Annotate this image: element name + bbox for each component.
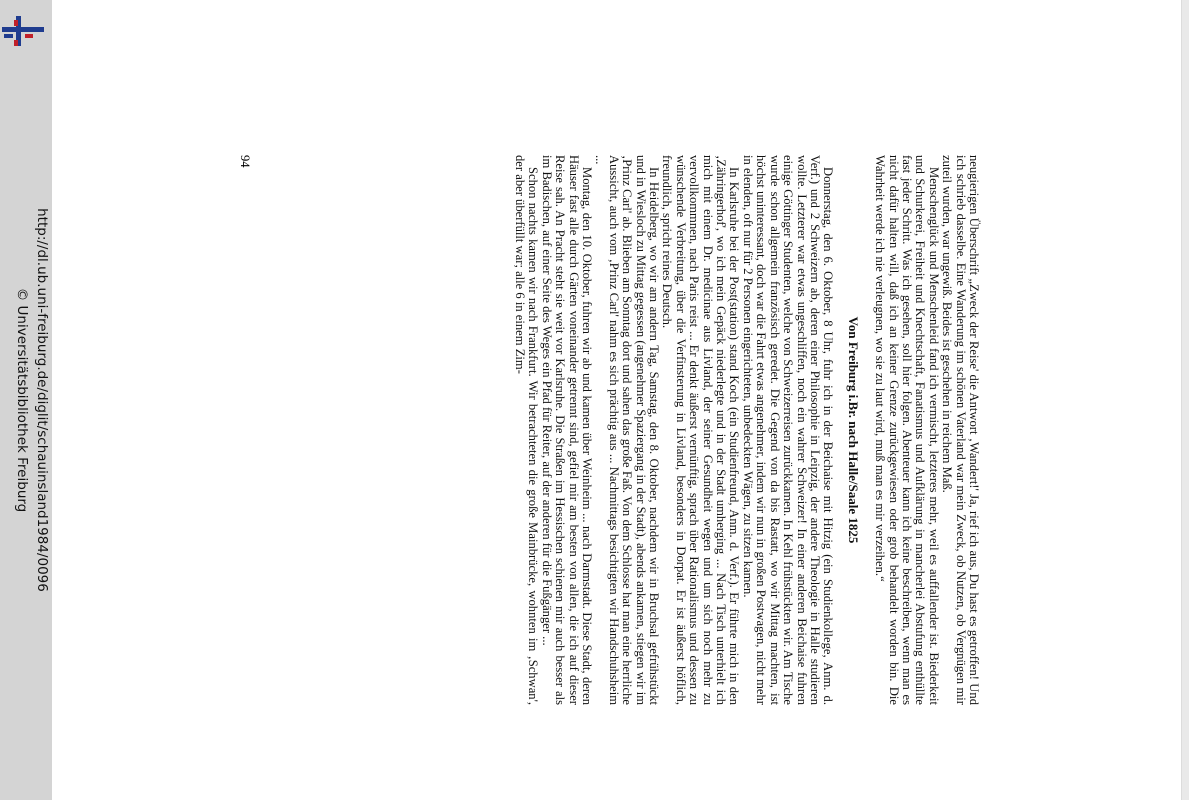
- paragraph: neugierigen Überschrift „Zweck der Reise' die Antwort ‚Wandert!' Ja, rief ich aus, Du hast es getroffen! Und ich schrieb dasselbe. Eine Wanderung im schönen Vaterland war mein Zweck, ob Nutzen, ob Vergnügen mir zuteil wurden, war ungewiß. Beides ist geschehen in reichem Maß.: [940, 155, 981, 705]
- paragraph: In Heidelberg, wo wir am andern Tag, Samstag, den 8. Oktober, nachdem wir in Bruchsal gefrühstückt und in Wiesloch zu Mittag gegessen (angenehmer Spaziergang in der Stadt), abends ankamen, stiegen wir im ‚Prinz Carl' ab. Blieben am Sonntag dort und sahen das große Faß. Von dem Schlosse hat man eine herrliche Aussicht, auch vom ‚Prinz Carl' nahm es sich prächtig aus ... Nachmittags besichtigten wir Handschuhsheim ...: [593, 155, 662, 705]
- watermark: [0, 20, 52, 780]
- page-number: 94: [238, 155, 252, 168]
- paragraph: Montag, den 10. Oktober, fuhren wir ab und kamen über Weinheim ... nach Darmstadt. Diese Stadt, deren Häuser fast alle durch Gärten voneinander getrennt sind, gefiel mir am besten von allen, die ich auf dieser Reise sah. An Pracht steht sie weit vor Karlsruhe. Die Straßen im Hessischen schienen mir auch besser als im Badischen, auf einer Seite des Weges ein Pfad für Reiter, auf der anderen für die Fußgänger ...: [539, 155, 595, 705]
- watermark-copyright: © Universitätsbibliothek Freiburg: [14, 287, 30, 513]
- paragraph: Schon nachts kamen wir nach Frankfurt. Wir betrachteten die große Mainbrücke, wohnten im ‚Schwan', der aber überfüllt war; alle 6 in einem Zim-: [513, 155, 541, 705]
- paragraph: In Karlsruhe bei der Post(station) stand Koch (ein Studienfreund, Anm. d. Verf.). Er führte mich in den ‚Zähringerhof', wo ich mein Gepäck niederlegte und in der Stadt umherging ... Nach Tisch unterhielt ich mich mit einem Dr. medicinae aus Livland, der seiner Gesundheit wegen und um sich noch mehr zu vervollkommnen, nach Paris reist ... Er denkt äußerst vernünftig, sprach über Rationalismus und dessen zu wünschende Verbreitung, über die Verfinsterung in Livland, besonders in Dorpat. Er ist äußerst höflich, freundlich, spricht reines Deutsch.: [660, 155, 742, 705]
- watermark-url: http://dl.ub.uni-freiburg.de/diglit/schauinsland1984/0096: [34, 208, 50, 592]
- viewer-sidebar: [0, 0, 52, 800]
- section-heading: Von Freiburg i.Br. nach Halle/Saale 1825: [845, 316, 861, 544]
- scrollbar[interactable]: [1181, 0, 1189, 800]
- page-text: [220, 155, 980, 705]
- paragraph: Donnerstag, den 6. Oktober, 8 Uhr, fuhr ich in der Beichaise mit Hitzig (ein Studienkollege, Anm. d. Verf.) und 2 Schweizern ab, deren einer Philosophie in Leipzig, der andere Theologie in Halle studieren wollte. Letzterer war etwas ungeschliffen, noch ein wahrer Schweizer! In einer anderen Beichaise fuhren einige Göttinger Studenten, welche von Schweizerreisen zurückkamen. In Kehl frühstückten wir. Am Tische wurde schon allgemein französisch geredet. Die Gegend von da bis Rastatt, wo wir Mittag machten, ist höchst uninteressant, doch war die Fahrt etwas angenehmer, indem wir nun in großen Postwagen, nicht mehr in elenden, oft nur für 2 Personen eingerichteten, unbedeckten Wägen, zu sitzen kamen.: [740, 155, 836, 705]
- paragraph: Menschenglück und Menschenleid fand ich vermischt, letzteres mehr, weil es auffallender ist. Biederkeit und Schurkerei, Freiheit und Knechtschaft, Fanatismus und Aufklärung in mancherlei Abstufung enthüllte fast jeder Schritt. Was ich gesehen, soll hier folgen. Abenteuer kann ich keine beschreiben, wenn man es nicht dafür halten will, daß ich an keiner Grenze zurückgewiesen oder grob behandelt worden bin. Die Wahrheit werde ich nie verleugnen, wo sie zu laut wird, muß man es mir verzeihen.“: [873, 155, 941, 705]
